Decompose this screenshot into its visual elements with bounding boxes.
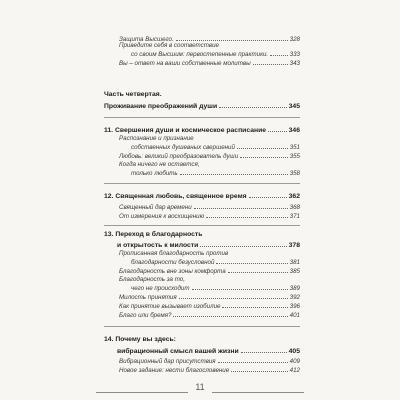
toc-entry-page: 368	[289, 204, 300, 211]
toc-entry-label: Милость принятия	[119, 294, 177, 301]
part-title: Часть четвертая.	[104, 91, 162, 98]
leader-dots	[218, 362, 288, 363]
toc-entry-label-cont: благодарности безусловной	[131, 259, 215, 266]
toc-entry-page: 392	[289, 294, 300, 301]
toc-entry	[131, 168, 300, 177]
section-divider	[104, 326, 300, 327]
toc-entry-page: 371	[289, 213, 300, 220]
toc-entry	[119, 365, 300, 374]
leader-dots	[180, 174, 288, 175]
leader-dots	[237, 148, 288, 149]
toc-chapter-entry	[117, 240, 300, 249]
toc-entry-page: 351	[289, 144, 300, 151]
toc-entry-page: 409	[289, 358, 300, 365]
section-divider	[104, 183, 300, 184]
footer-rule-left	[96, 392, 188, 393]
chapter-title: 12. Священная любовь, священное время	[104, 193, 247, 200]
toc-entry-label: Прописанная благодарность против	[119, 250, 229, 257]
chapter-title: 11. Свершения души и космическое расписание	[104, 127, 267, 134]
leader-dots	[270, 55, 288, 56]
toc-entry-label: Священный дар времени	[119, 204, 192, 211]
leader-dots	[222, 307, 287, 308]
page-number: 11	[195, 382, 205, 392]
section-divider	[104, 117, 300, 118]
toc-entry	[119, 58, 300, 67]
toc-chapter-entry	[117, 346, 300, 355]
leader-dots	[253, 64, 288, 65]
chapter-title-cont: и открытость к милости	[117, 242, 199, 249]
leader-dots	[249, 197, 287, 198]
toc-entry-label: Защита Высшего.	[119, 36, 174, 43]
toc-entry-label: Распознание и признание	[119, 135, 194, 142]
toc-entry-label: Как принятие вызывает изобилие	[119, 303, 221, 310]
footer-rule-right	[212, 392, 304, 393]
toc-entry-page: 381	[289, 259, 300, 266]
toc-entry-page: 346	[288, 127, 300, 134]
leader-dots	[216, 263, 287, 264]
toc-entry-page: 385	[289, 268, 300, 275]
toc-chapter-entry	[104, 191, 300, 200]
toc-entry-label-cont: чего не происходит	[131, 285, 190, 292]
toc-entry-page: 405	[288, 348, 300, 355]
toc-entry	[119, 356, 300, 365]
toc-entry-label-cont: со своим Высшим: первостепенные практики.	[131, 51, 269, 58]
chapter-title-cont: вибрационный смысл вашей жизни	[117, 348, 239, 355]
section-divider	[104, 225, 300, 226]
toc-entry-label-cont: только любить	[131, 170, 178, 177]
toc-entry-page: 328	[289, 36, 300, 43]
toc-entry	[119, 310, 300, 319]
toc-entry-label: Новое задание: нести благословение	[119, 367, 230, 374]
toc-entry-page: 401	[289, 312, 300, 319]
toc-entry-page: 333	[289, 51, 300, 58]
leader-dots	[173, 316, 287, 317]
chapter-title: 14. Почему вы здесь:	[104, 336, 176, 343]
toc-entry	[119, 151, 300, 160]
toc-chapter-entry	[104, 125, 300, 134]
toc-entry-page: 355	[289, 153, 300, 160]
leader-dots	[231, 371, 288, 372]
toc-entry-page: 412	[289, 367, 300, 374]
toc-entry-label: Когда ничего не остается,	[119, 161, 200, 168]
toc-entry	[131, 142, 300, 151]
toc-entry-label: Благодарность вне зоны комфорта	[119, 268, 226, 275]
toc-entry-page: 345	[288, 103, 300, 110]
leader-dots	[206, 217, 287, 218]
toc-entry-page: 396	[289, 303, 300, 310]
toc-entry	[131, 257, 300, 266]
leader-dots	[192, 289, 288, 290]
toc-entry-label-cont: собственных душевных свершений	[131, 144, 235, 151]
toc-entry-label: Благо или бремя?	[119, 312, 172, 319]
toc-entry-page: 378	[288, 242, 300, 249]
toc-entry-page: 362	[288, 193, 300, 200]
leader-dots	[176, 40, 288, 41]
toc-entry-page: 343	[289, 60, 300, 67]
toc-entry	[119, 292, 300, 301]
part-subtitle: Проживание преображений души	[104, 103, 218, 110]
toc-entry	[119, 211, 300, 220]
toc-entry-label: Вибрационный дар присутствия	[119, 358, 216, 365]
toc-entry-label: Любовь: великий преобразователь души	[119, 153, 239, 160]
toc-entry-label: Благодарность за то,	[119, 276, 185, 283]
toc-entry-page: 358	[289, 170, 300, 177]
toc-entry	[131, 283, 300, 292]
leader-dots	[179, 298, 288, 299]
toc-entry	[119, 301, 300, 310]
chapter-title: 13. Переход в благодарность	[104, 231, 203, 238]
toc-entry	[119, 202, 300, 211]
leader-dots	[268, 131, 287, 132]
toc-part-entry	[104, 101, 300, 110]
toc-entry	[131, 49, 300, 58]
toc-entry-label: От измерения к восхищению	[119, 213, 205, 220]
leader-dots	[194, 208, 288, 209]
toc-entry	[119, 266, 300, 275]
leader-dots	[200, 246, 286, 247]
toc-entry-page: 389	[289, 285, 300, 292]
leader-dots	[228, 272, 288, 273]
toc-entry-label: Приведите себя в соответствие	[119, 42, 219, 49]
toc-entry-label: Вы – ответ на ваши собственные молитвы	[119, 60, 251, 67]
leader-dots	[241, 352, 287, 353]
leader-dots	[240, 157, 288, 158]
leader-dots	[219, 107, 287, 108]
